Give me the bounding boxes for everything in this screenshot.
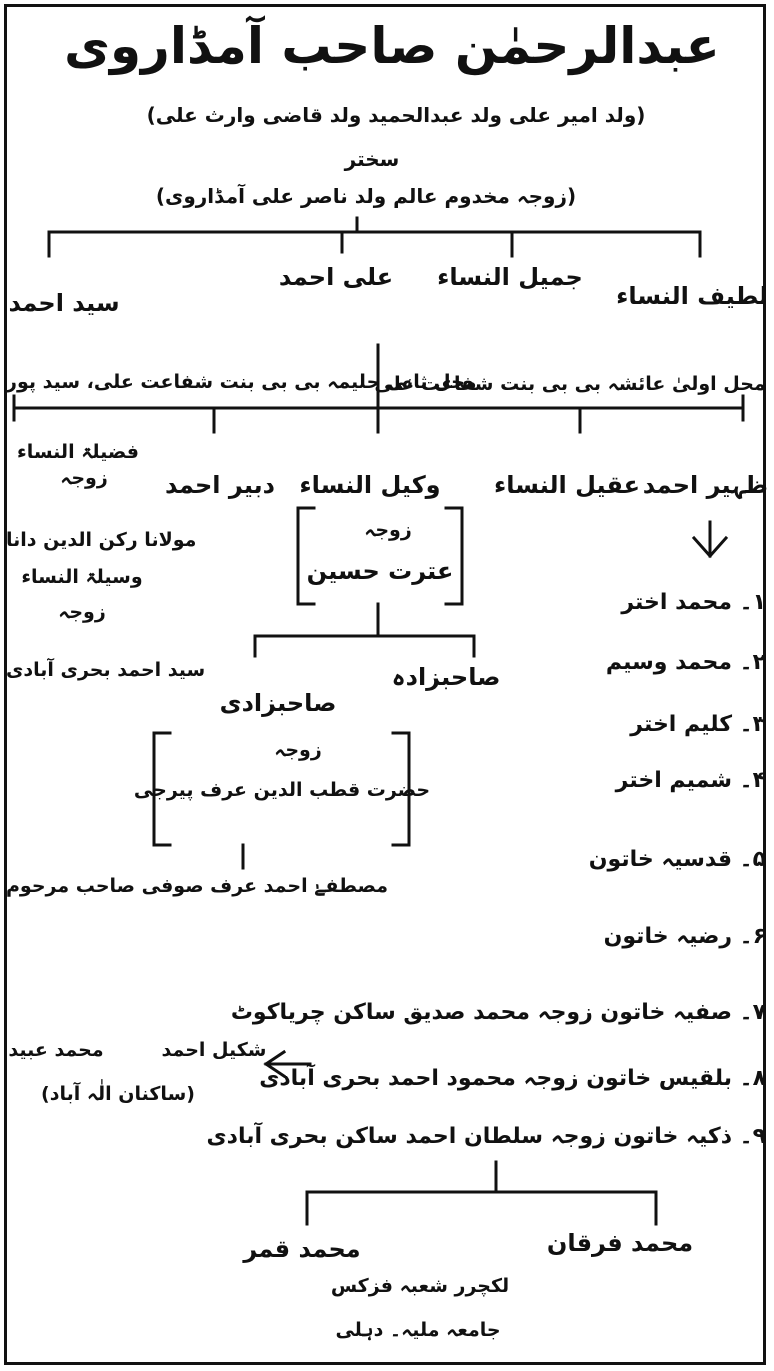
marriage-second: محل ثانی حلیمہ بی بی بنت شفاعت علی، سید پور xyxy=(6,371,477,393)
zaheer-child-8: ۸۔ بلقیس خاتون زوجہ محمود احمد بحری آبادی xyxy=(259,1066,766,1091)
furqan-occupation-line-2: جامعہ ملیہ۔ دہلی xyxy=(335,1319,501,1341)
wife-name: سختر xyxy=(344,147,400,171)
safia-child-shakeel-ahmad: شکیل احمد xyxy=(161,1039,267,1061)
grandchild-dabeer-ahmad: دبیر احمد xyxy=(165,471,275,499)
grandchild-zaheer-ahmad: ظہیر احمد xyxy=(642,471,768,499)
furqan-occupation-line-1: لکچرر شعبہ فزکس xyxy=(330,1275,510,1297)
sahibzadi-spouse: حضرت قطب الدین عرف پیرجی xyxy=(133,779,431,801)
spouse-label: زوجہ xyxy=(58,601,106,623)
bracket-right xyxy=(446,508,462,604)
grandchild-aqeel-un-nisa: عقیل النساء xyxy=(494,471,640,499)
spouse-label: زوجہ xyxy=(274,739,322,761)
zaheer-child-9: ۹۔ ذکیہ خاتون زوجہ سلطان احمد ساکن بحری آبادی xyxy=(206,1124,766,1149)
child-jamil-un-nisa: جمیل النساء xyxy=(437,263,583,291)
page-title: عبدالرحمٰن صاحب آمڈاروی xyxy=(64,17,720,75)
zaheer-child-1: ۱۔ محمد اختر xyxy=(621,590,766,615)
zakia-child-muhammad-furqan: محمد فرقان xyxy=(546,1229,694,1257)
zaheer-child-4: ۴۔ شمیم اختر xyxy=(615,768,766,793)
wakeel-spouse: عترت حسین xyxy=(306,557,454,585)
safia-children-residence: (ساکنان الٰہ آباد) xyxy=(41,1083,195,1105)
zakia-child-muhammad-qamar: محمد قمر xyxy=(243,1235,361,1263)
child-syed-ahmad: سید احمد xyxy=(8,289,120,317)
zaheer-child-2: ۲۔ محمد وسیم xyxy=(605,650,766,675)
sahibzadi-child: مصطفےٰ احمد عرف صوفی صاحب مرحوم xyxy=(5,875,389,897)
zaheer-child-3: ۳۔ کلیم اختر xyxy=(630,712,766,737)
child-ali-ahmad: علی احمد xyxy=(278,263,394,291)
fazila-spouse: مولانا رکن الدین دانا xyxy=(5,529,197,551)
child-latif-un-nisa: لطیف النساء xyxy=(616,282,768,310)
zaheer-child-7: ۷۔ صفیہ خاتون زوجہ محمد صدیق ساکن چریاکوٹ xyxy=(230,1000,766,1025)
grandchild-fazila-un-nisa: فضیلۃ النساء xyxy=(16,441,140,463)
wasila-spouse: سید احمد بحری آبادی xyxy=(6,659,206,681)
wife-parentage: (زوجہ مخدوم عالم ولد ناصر علی آمڈاروی) xyxy=(155,184,577,208)
zaheer-child-6: ۶۔ رضیہ خاتون xyxy=(603,924,766,949)
grandchild-wasila-un-nisa: وسیلۃ النساء xyxy=(21,566,143,588)
wakeel-child-sahibzada: صاحبزادہ xyxy=(391,663,501,691)
spouse-label: زوجہ xyxy=(60,467,108,489)
wakeel-child-sahibzadi: صاحبزادی xyxy=(219,689,337,717)
marriage-first: محل اولیٰ عائشہ بی بی بنت شفاعت علی xyxy=(374,373,766,395)
grandchild-wakeel-un-nisa: وکیل النساء xyxy=(299,471,441,499)
parentage: (ولد امیر علی ولد عبدالحمید ولد قاضی وارث علی) xyxy=(146,103,646,127)
bracket-left xyxy=(298,508,314,604)
spouse-label: زوجہ xyxy=(364,519,412,541)
safia-child-muhammad-ubaid: محمد عبید xyxy=(8,1039,104,1061)
zaheer-child-5: ۵۔ قدسیہ خاتون xyxy=(588,847,766,872)
